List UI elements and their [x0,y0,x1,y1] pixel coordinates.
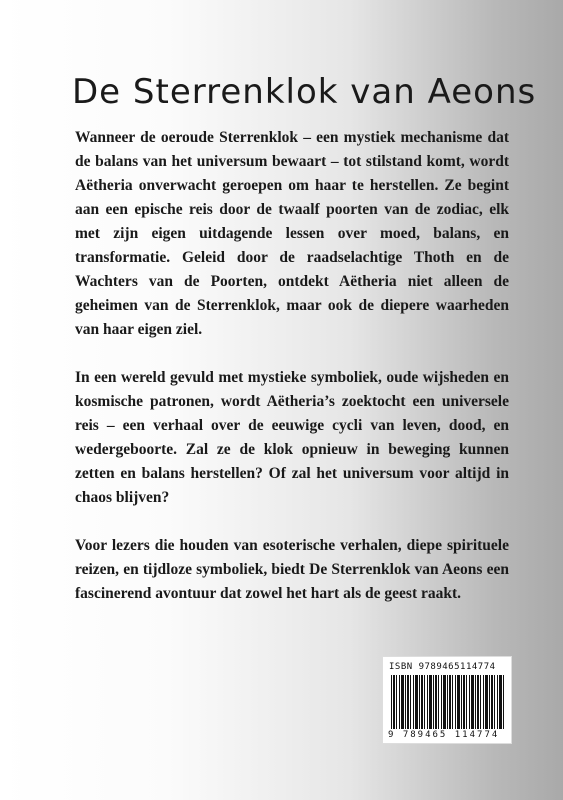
blurb-paragraph-1: Wanneer de oeroude Sterrenklok – een mystiek mechanisme dat de balans van het universum bewaart – tot stilstand komt, wordt Aëtheria onverwacht geroepen om haar te herstellen. Ze begint aan een epische reis door de twaalf poorten van de zodiac, elk met zijn eigen uitdagende lessen over moed, balans, en transformatie. Geleid door de raadselachtige Thoth en de Wachters van de Poorten, ontdekt Aëtheria niet alleen de geheimen van de Sterrenklok, maar ook de diepere waarheden van haar eigen ziel. [75,129,509,338]
isbn-barcode [382,656,512,744]
blurb-paragraph-3: Voor lezers die houden van esoterische verhalen, diepe spirituele reizen, en tijdloze symboliek, biedt De Sterrenklok van Aeons een fascinerend avontuur dat zowel het hart als de geest raakt. [75,537,509,602]
blurb-paragraph-2: In een wereld gevuld met mystieke symboliek, oude wijsheden en kosmische patronen, wordt Aëtheria’s zoektocht een universele reis – een verhaal over de eeuwige cycli van leven, dood, en wedergeboorte. Zal ze de klok opnieuw in beweging kunnen zetten en balans herstellen? Of zal het universum voor altijd in chaos blijven? [75,369,509,506]
isbn-label: ISBN 9789465114774 [389,662,496,672]
blurb-text [75,126,509,630]
book-title: De Sterrenklok van Aeons [72,72,537,112]
barcode-digits: 9 789465 114774 [388,730,500,740]
barcode-bars [391,675,505,729]
